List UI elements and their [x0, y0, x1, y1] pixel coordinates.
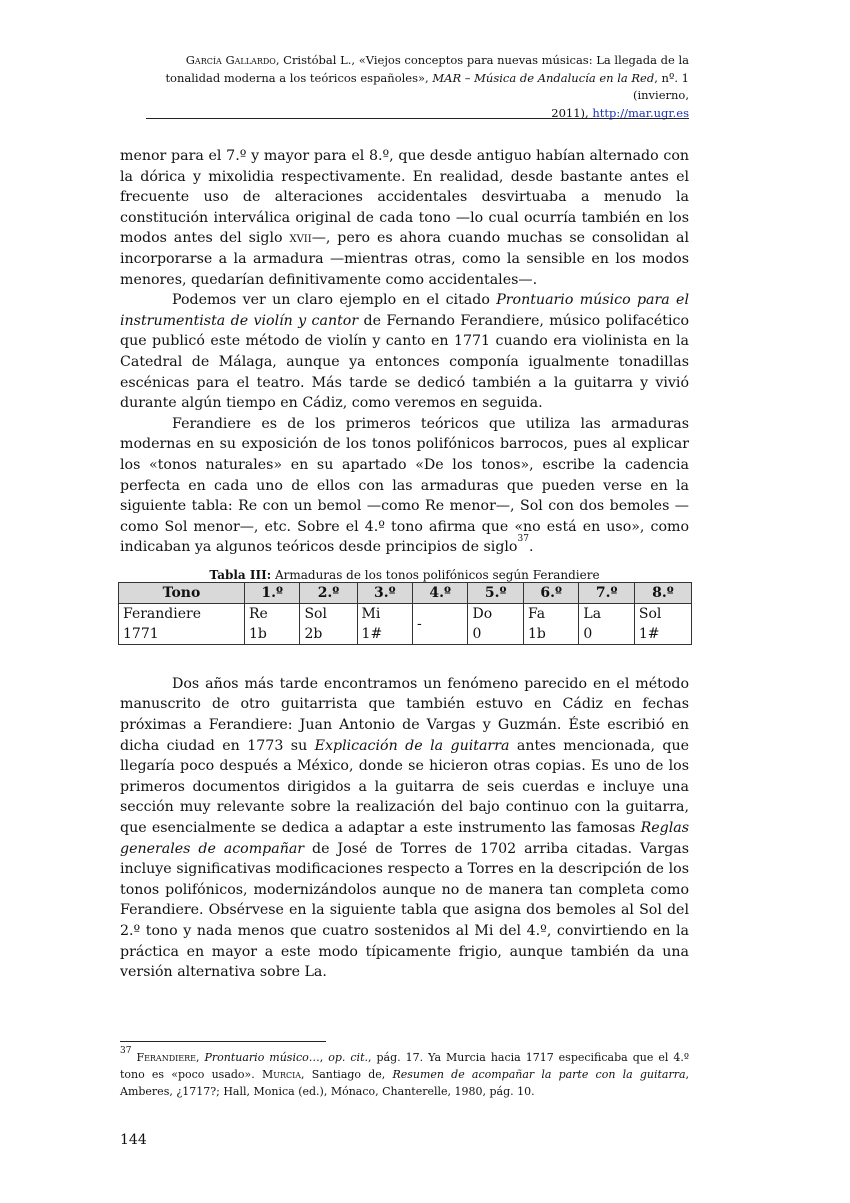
header-author: García Gallardo — [185, 53, 276, 67]
header-year: 2011), — [551, 105, 593, 120]
table-header-cell: 5.º — [468, 582, 523, 603]
work-title: Prontuario músico para el instrumentista de violín y cantor — [120, 292, 689, 329]
header-journal: MAR – Música de Andalucía en la Red — [432, 70, 655, 85]
table-header-cell: 1.º — [245, 582, 300, 603]
table-cell: Re 1b — [245, 603, 300, 644]
table-cell: Sol 2b — [300, 603, 357, 644]
footnote-divider — [120, 1041, 326, 1042]
table-header-cell: 4.º — [413, 582, 468, 603]
paragraph-1 — [120, 146, 689, 290]
header-citation-line2: tonalidad moderna a los teóricos españoles», — [165, 70, 433, 85]
paragraph-2 — [120, 290, 689, 414]
paragraph-text: Dos años más tarde encontramos un fenómeno parecido en el método manuscrito de otro guitarrista que también estuvo en Cádiz en fechas próximas a Ferandiere: Juan Antonio de Vargas y Guzmán. Éste escribió en dicha ciudad en 1773 su — [120, 675, 689, 754]
paragraph-4 — [120, 674, 689, 983]
paragraph-text: de Fernando Ferandiere, músico polifacético que publicó este método de violín y canto en 1771 cuando era violinista en la Catedral de Málaga, aunque ya entonces componía igualmente tonadillas escénicas para el teatro. Más tarde se dedicó también a la guitarra y vivió durante algún tiempo en Cádiz, como veremos en seguida. — [120, 312, 690, 412]
work-title: Reglas generales de acompañar — [120, 820, 689, 857]
page-number: 144 — [120, 1132, 147, 1148]
footnote-author: Ferandiere — [136, 1051, 196, 1064]
footnote-title: Resumen de acompañar la parte con la guitarra — [392, 1068, 686, 1081]
table-cell-source: Ferandiere 1771 — [119, 603, 245, 644]
key-signature-table — [118, 582, 692, 645]
table-header-cell: 7.º — [579, 582, 634, 603]
paragraph-text: antes mencionada, que llegaría poco después a México, donde se hicieron otras copias. Es uno de los primeros documentos dirigidos a la guitarra de seis cuerdas e incluye una sección muy relevante sobre la realización del bajo continuo con la guitarra, que esencialmente se dedica a adaptar a este instrumento las famosas — [120, 737, 690, 837]
table-caption-text: Armaduras de los tonos polifónicos según Ferandiere — [271, 567, 600, 582]
table-cell: La 0 — [579, 603, 634, 644]
table-header-cell: Tono — [119, 582, 245, 603]
footnote-opcit: op. cit. — [328, 1051, 368, 1064]
table-cell: Do 0 — [468, 603, 523, 644]
footnote-reference[interactable]: 37 — [517, 534, 529, 545]
running-header — [120, 52, 689, 122]
footnote-title: Prontuario músico… — [204, 1051, 320, 1064]
header-citation-line1: , Cristóbal L., «Viejos conceptos para nuevas músicas: La llegada de la — [275, 53, 689, 67]
paragraph-3 — [120, 414, 689, 558]
table-cell: Mi 1# — [357, 603, 412, 644]
work-title: Explicación de la guitarra — [314, 737, 510, 754]
paragraph-text: Ferandiere es de los primeros teóricos que utiliza las armaduras modernas en su exposición de los tonos polifónicos barrocos, pues al explicar los «tonos naturales» en su apartado «De los tonos», escribe la cadencia perfecta en cada uno de ellos con las armaduras que pueden verse en la siguiente tabla: Re con un bemol —como Re menor—, Sol con dos bemoles —como Sol menor—, etc. Sobre el 4.º tono afirma que «no está en uso», como indicaban ya algunos teóricos desde principios de siglo — [120, 415, 689, 556]
footnote-37: $^{37}$ Ferandiere, Prontuario músico…, op. cit., pág. 17. Ya Murcia hacia 1717 especificaba que el 4.º tono es «poco usado». Murcia, Santiago de, Resumen de acompañar la parte con la guitarra, Amberes, ¿1717?; Hall, Monica (ed.), Mónaco, Chanterelle, 1980, pág. 10. — [120, 1046, 690, 1098]
paragraph-text: —, pero es ahora cuando muchas se consolidan al incorporarse a la armadura —mientras otras, como la sensible en los modos menores, quedarían definitivamente como accidentales—. — [120, 230, 689, 288]
footnote-author: Murcia — [261, 1068, 302, 1081]
paragraph-text: . — [528, 539, 534, 556]
paragraph-text: Podemos ver un claro ejemplo en el citado — [172, 292, 497, 309]
header-issue: , nº. 1 (invierno, — [632, 70, 689, 102]
table-cell: Fa 1b — [523, 603, 578, 644]
table-header-cell: 6.º — [523, 582, 578, 603]
table-header-cell: 2.º — [300, 582, 357, 603]
table-cell: - — [413, 603, 468, 644]
table-header-cell: 8.º — [634, 582, 691, 603]
main-text — [120, 146, 689, 983]
table-header-row — [119, 582, 692, 603]
footnote-number: 37 — [120, 1046, 132, 1056]
paragraph-text: menor para el 7.º y mayor para el 8.º, que desde antiguo habían alternado con la dórica y mixolidia respectivamente. En realidad, desde bastante antes el frecuente uso de alteraciones accidentales desvirtuaba a menudo la constitución interválica original de cada tono —lo cual ocurría también en los modos antes del siglo — [120, 148, 689, 247]
table-caption-label: Tabla III: — [209, 567, 272, 582]
century-numeral: xvii — [289, 230, 312, 247]
table-cell: Sol 1# — [634, 603, 691, 644]
table-caption — [120, 568, 689, 582]
table-header-cell: 3.º — [357, 582, 412, 603]
header-url-link[interactable]: http://mar.ugr.es — [592, 105, 689, 120]
paragraph-text: de José de Torres de 1702 arriba citadas. Vargas incluye significativas modificaciones respecto a Torres en la descripción de los tonos polifónicos, modernizándolos aunque no de manera tan completa como Ferandiere. Obsérvese en la siguiente tabla que asigna dos bemoles al Sol del 2.º tono y nada menos que cuatro sostenidos al Mi del 4.º, convirtiendo en la práctica en mayor a este modo típicamente frigio, aunque también da una versión alternativa sobre La. — [120, 840, 689, 981]
table-row — [119, 603, 692, 644]
header-divider — [146, 118, 689, 119]
